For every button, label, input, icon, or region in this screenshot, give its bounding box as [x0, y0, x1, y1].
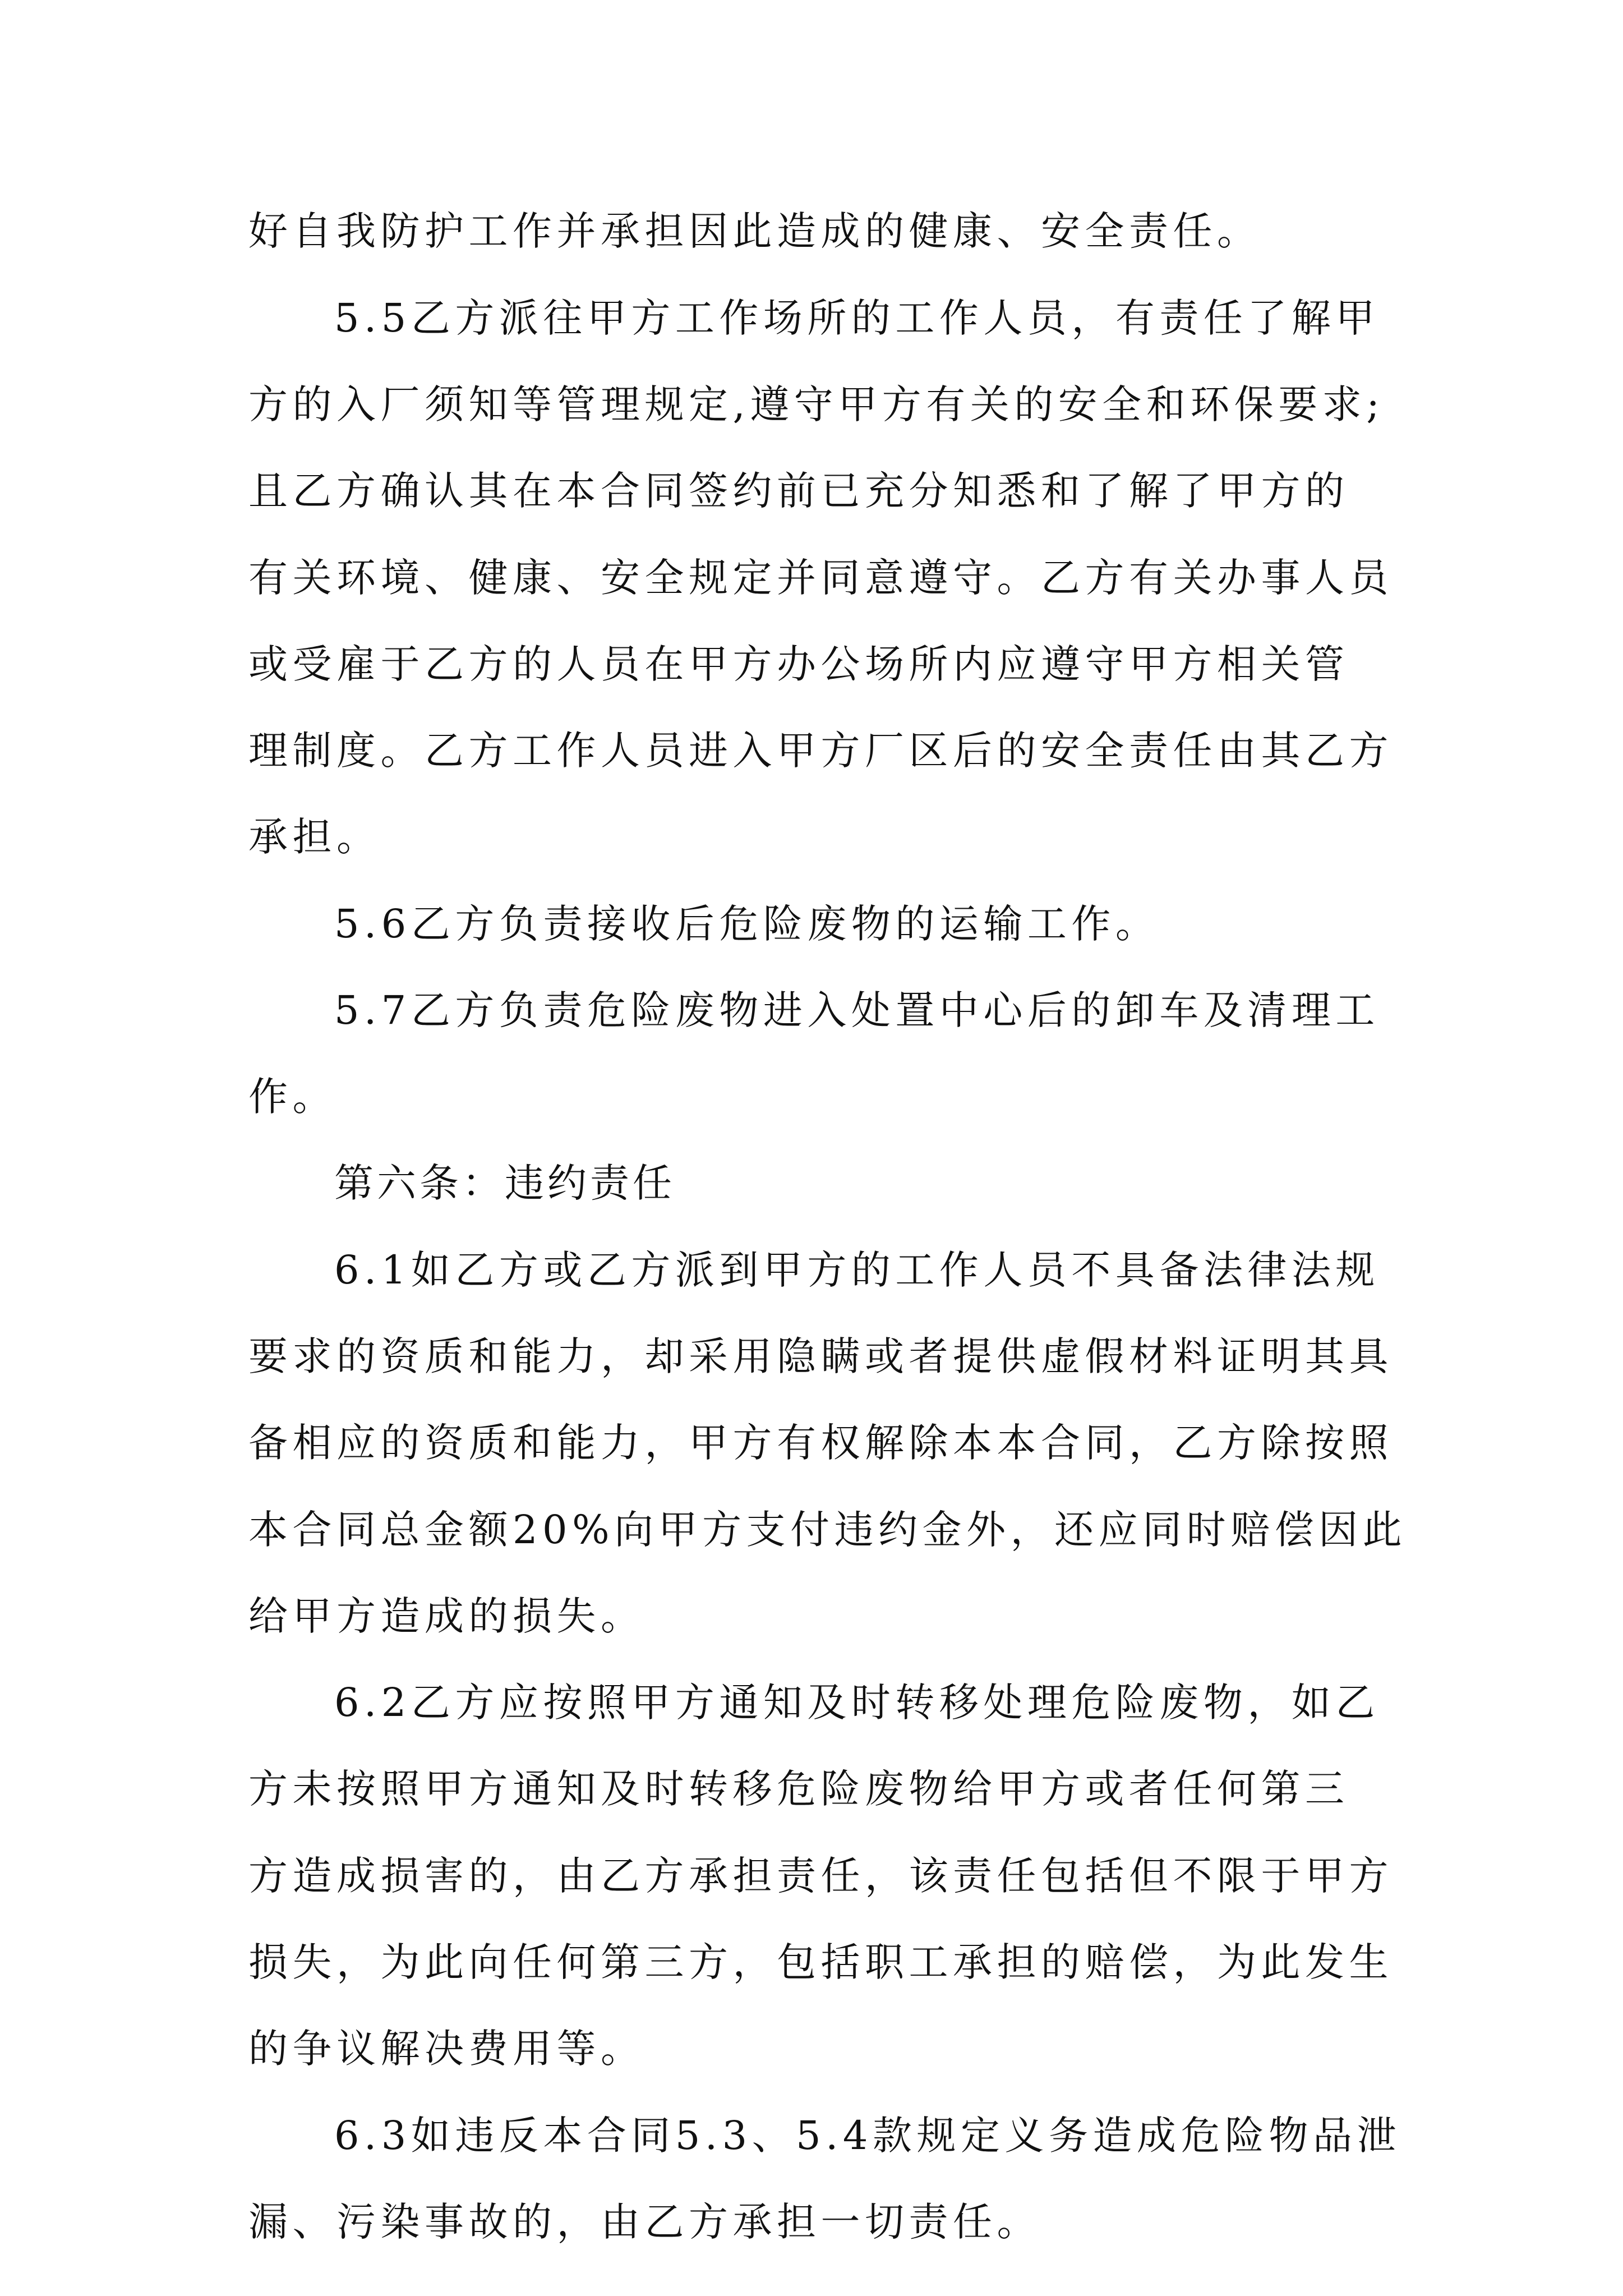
text-line: 方造成损害的，由乙方承担责任，该责任包括但不限于甲方: [248, 1853, 1393, 1899]
text-line: 漏、污染事故的，由乙方承担一切责任。: [248, 2199, 1041, 2245]
text-line: 6.2乙方应按照甲方通知及时转移处理危险废物，如乙: [334, 1680, 1380, 1726]
text-line: 理制度。乙方工作人员进入甲方厂区后的安全责任由其乙方: [248, 728, 1393, 774]
text-line: 5.7乙方负责危险废物进入处置中心后的卸车及清理工: [334, 987, 1380, 1033]
text-line: 损失，为此向任何第三方，包括职工承担的赔偿，为此发生: [248, 1939, 1393, 1985]
text-line: 有关环境、健康、安全规定并同意遵守。乙方有关办事人员: [248, 555, 1393, 601]
text-line: 作。: [248, 1074, 336, 1120]
text-line: 方未按照甲方通知及时转移危险废物给甲方或者任何第三: [248, 1766, 1349, 1812]
text-line: 5.6乙方负责接收后危险废物的运输工作。: [334, 901, 1160, 947]
text-line: 的争议解决费用等。: [248, 2026, 645, 2072]
text-line: 好自我防护工作并承担因此造成的健康、安全责任。: [248, 208, 1261, 254]
text-line: 且乙方确认其在本合同签约前已充分知悉和了解了甲方的: [248, 468, 1349, 514]
text-line: 6.1如乙方或乙方派到甲方的工作人员不具备法律法规: [334, 1247, 1380, 1293]
text-line: 承担。: [248, 814, 381, 860]
text-line: 方的入厂须知等管理规定,遵守甲方有关的安全和环保要求;: [248, 381, 1385, 427]
text-line: 要求的资质和能力，却采用隐瞒或者提供虚假材料证明其具: [248, 1333, 1393, 1379]
text-line: 或受雇于乙方的人员在甲方办公场所内应遵守甲方相关管: [248, 641, 1349, 687]
section-heading: 第六条：违约责任: [334, 1160, 675, 1206]
text-line: 6.3如违反本合同5.3、5.4款规定义务造成危险物品泄: [334, 2113, 1401, 2159]
text-line: 本合同总金额20%向甲方支付违约金外，还应同时赔偿因此: [248, 1507, 1407, 1553]
text-line: 5.5乙方派往甲方工作场所的工作人员，有责任了解甲: [334, 295, 1380, 341]
text-line: 给甲方造成的损失。: [248, 1593, 645, 1639]
text-line: 备相应的资质和能力，甲方有权解除本本合同，乙方除按照: [248, 1420, 1393, 1466]
